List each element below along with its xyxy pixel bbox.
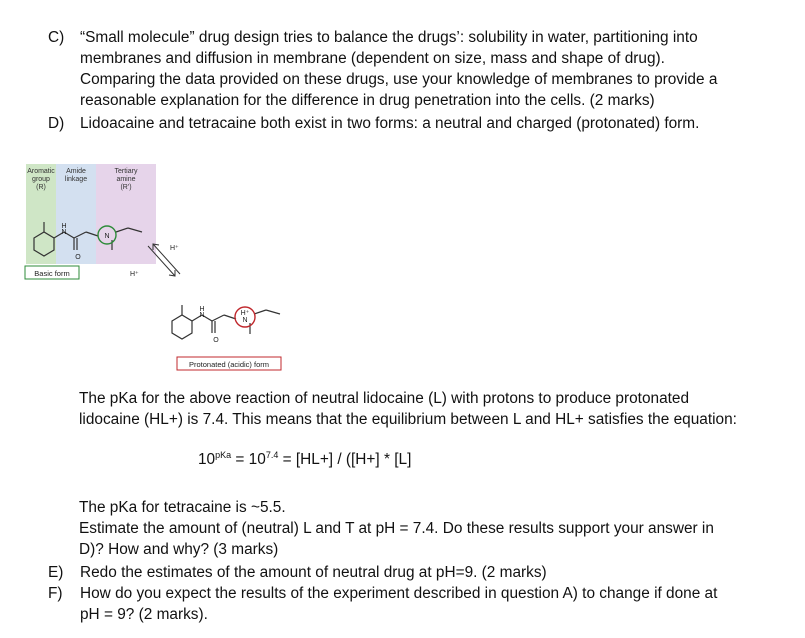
aromatic-group-label: Aromatic	[27, 168, 55, 175]
pka-equation	[198, 450, 411, 469]
protonated-form-label: Protonated (acidic) form	[188, 360, 270, 369]
protonated-carbonyl-o-atom: O	[213, 337, 219, 344]
question-c-line: reasonable explanation for the difference in drug penetration into the cells. (2 marks)	[80, 92, 655, 109]
protonated-amide-n-atom: N	[199, 312, 205, 319]
aromatic-group-label: group	[32, 176, 50, 183]
equation-exponent-value: 7.4	[265, 450, 279, 460]
pka-paragraph-line: The pKa for the above reaction of neutral lidocaine (L) with protons to produce protonated	[79, 390, 690, 407]
question-e-text	[80, 562, 547, 583]
question-c-text	[80, 27, 717, 111]
question-f-text	[80, 583, 717, 625]
amide-n-atom: N	[61, 229, 67, 236]
tetracaine-paragraph-line: Estimate the amount of (neutral) L and T at pH = 7.4. Do these results support your answer in	[79, 520, 714, 537]
question-e-label: E)	[48, 564, 64, 581]
amine-n-atom: N	[104, 233, 110, 240]
question-c-line: membranes and diffusion in membrane (dependent on size, mass and shape of drug).	[80, 50, 665, 67]
proton-label-bottom: H⁺	[130, 271, 139, 278]
question-c-label: C)	[48, 29, 65, 46]
question-e-line: Redo the estimates of the amount of neutral drug at pH=9. (2 marks)	[80, 564, 547, 581]
equation-rest: = [HL+] / ([H+] * [L]	[278, 451, 412, 468]
question-c-line: “Small molecule” drug design tries to balance the drugs’: solubility in water, partitioning into	[80, 29, 698, 46]
equation-exponent-pka: pKa	[215, 450, 232, 460]
pka-paragraph-line: lidocaine (HL+) is 7.4. This means that the equilibrium between L and HL+ satisfies the equation:	[79, 411, 737, 428]
proton-label-top: H⁺	[170, 245, 179, 252]
tertiary-amine-label: Tertiary	[114, 168, 138, 175]
protonated-form-molecule	[172, 305, 280, 339]
tetracaine-paragraph	[79, 497, 714, 560]
question-d-label: D)	[48, 115, 65, 132]
question-c-line: Comparing the data provided on these drugs, use your knowledge of membranes to provide a	[80, 71, 718, 88]
protonated-amine-h-atom: H⁺	[240, 310, 250, 317]
question-d-text	[80, 113, 699, 134]
equation-base: 10	[198, 451, 216, 468]
basic-form-label: Basic form	[34, 269, 70, 278]
protonated-amine-n-atom: N	[242, 317, 248, 324]
protonated-amide-nh-atom: H	[199, 306, 205, 313]
tetracaine-paragraph-line: D)? How and why? (3 marks)	[79, 541, 279, 558]
question-f-label: F)	[48, 585, 63, 602]
tertiary-amine-label: amine	[116, 176, 136, 183]
amide-linkage-label: linkage	[64, 176, 88, 183]
lidocaine-structure-figure	[20, 158, 300, 384]
tertiary-amine-label: (R')	[120, 184, 132, 191]
tetracaine-paragraph-line: The pKa for tetracaine is ~5.5.	[79, 499, 286, 516]
question-f-line: pH = 9? (2 marks).	[80, 606, 208, 623]
carbonyl-o-atom: O	[75, 254, 81, 261]
question-f-line: How do you expect the results of the experiment described in question A) to change if done at	[80, 585, 718, 602]
amide-nh-atom: H	[61, 223, 67, 230]
question-d-line: Lidoacaine and tetracaine both exist in two forms: a neutral and charged (protonated) form.	[80, 115, 700, 132]
amide-linkage-label: Amide	[66, 168, 86, 175]
equation-mid: = 10	[231, 451, 266, 468]
pka-paragraph	[79, 388, 737, 430]
aromatic-group-label: (R)	[36, 184, 46, 191]
